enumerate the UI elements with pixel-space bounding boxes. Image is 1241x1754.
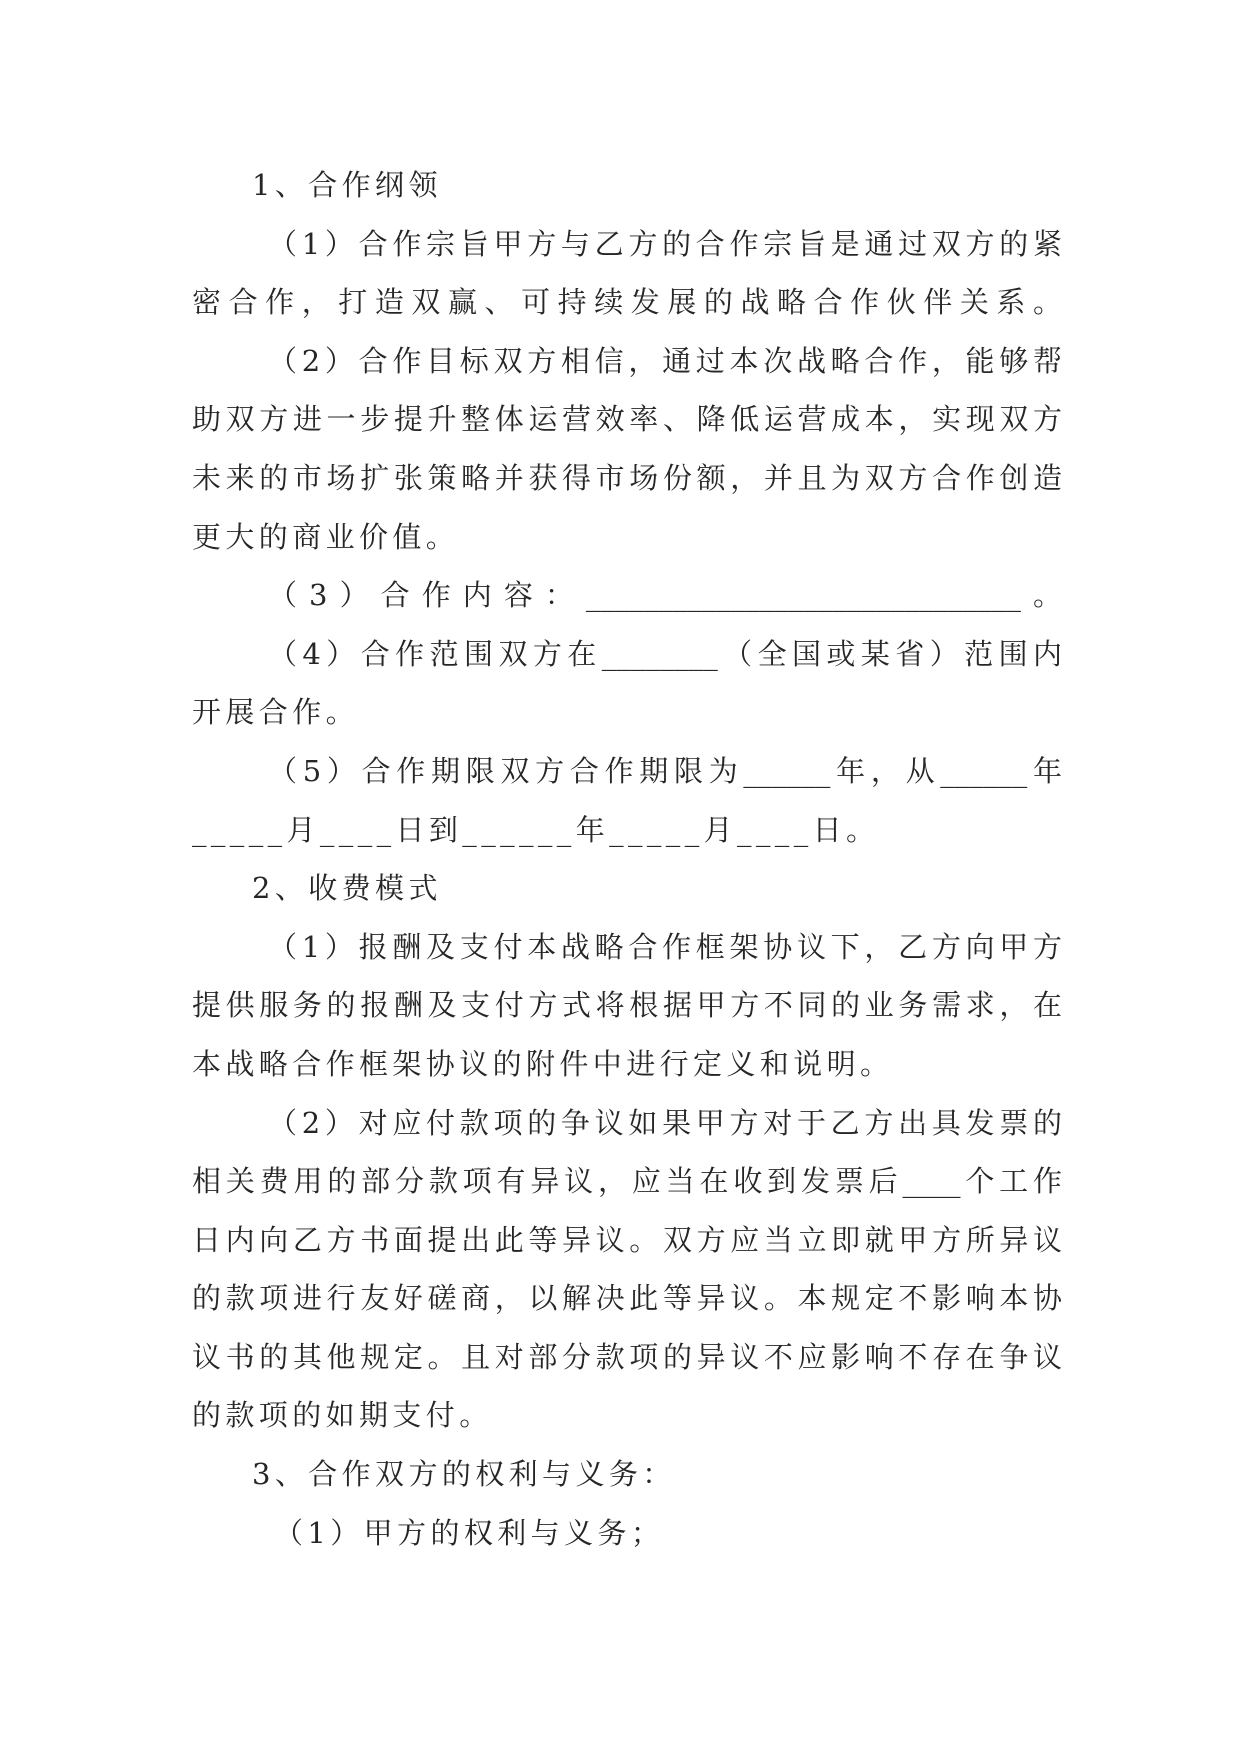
paragraph-line: 提供服务的报酬及支付方式将根据甲方不同的业务需求，在 (192, 988, 1062, 1023)
paragraph-line: 的款项进行友好磋商，以解决此等异议。本规定不影响本协 (192, 1281, 1062, 1316)
paragraph-line: 密合作，打造双赢、可持续发展的战略合作伙伴关系。 (192, 285, 1062, 320)
paragraph-line: （1）合作宗旨甲方与乙方的合作宗旨是通过双方的紧 (268, 226, 1062, 261)
paragraph-line: 的款项的如期支付。 (192, 1398, 493, 1433)
section-heading: 1、合作纲领 (252, 168, 442, 202)
paragraph-line: 未来的市场扩张策略并获得市场份额，并且为双方合作创造 (192, 460, 1062, 495)
paragraph-line: 本战略合作框架协议的附件中进行定义和说明。 (192, 1046, 894, 1081)
paragraph-line: （1）报酬及支付本战略合作框架协议下，乙方向甲方 (268, 929, 1062, 964)
paragraph-line: _____月____日到______年_____月____日。 (192, 812, 880, 847)
paragraph-line: 日内向乙方书面提出此等异议。双方应当立即就甲方所异议 (192, 1222, 1062, 1257)
paragraph-line: 助双方进一步提升整体运营效率、降低运营成本，实现双方 (192, 402, 1062, 437)
paragraph-line: 开展合作。 (192, 695, 360, 730)
document-body (192, 156, 1062, 1562)
paragraph-line: （3）合作内容：______________________________。 (268, 578, 1062, 613)
paragraph-line: （1）甲方的权利与义务； (274, 1515, 665, 1550)
paragraph-line: （5）合作期限双方合作期限为______年，从______年 (268, 753, 1062, 788)
section-heading: 3、合作双方的权利与义务： (252, 1457, 676, 1492)
paragraph-line: （2）合作目标双方相信，通过本次战略合作，能够帮 (268, 343, 1062, 378)
paragraph-line: 相关费用的部分款项有异议，应当在收到发票后____个工作 (192, 1164, 1062, 1199)
paragraph-line: 更大的商业价值。 (192, 519, 460, 554)
paragraph-line: （4）合作范围双方在________（全国或某省）范围内 (268, 636, 1062, 671)
paragraph-line: 议书的其他规定。且对部分款项的异议不应影响不存在争议 (192, 1339, 1062, 1374)
paragraph-line: （2）对应付款项的争议如果甲方对于乙方出具发票的 (268, 1105, 1062, 1140)
section-heading: 2、收费模式 (252, 871, 442, 906)
